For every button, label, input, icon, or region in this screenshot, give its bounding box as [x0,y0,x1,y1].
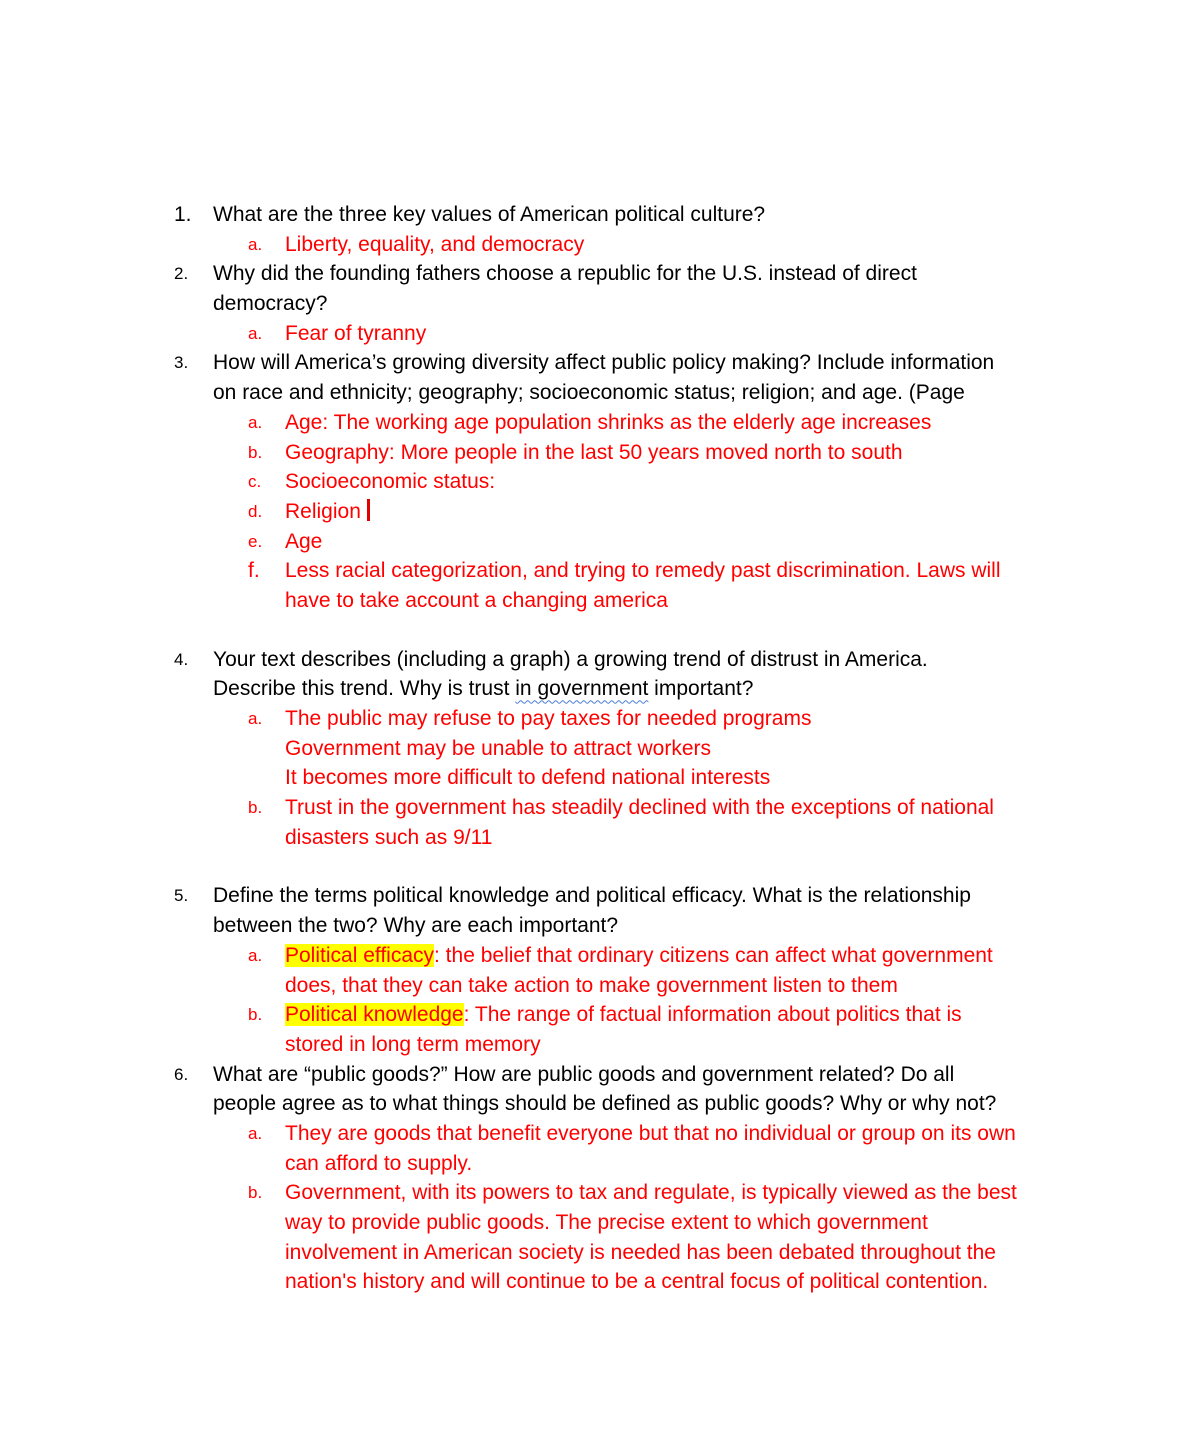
answer-3e [0,527,1200,557]
question-text: democracy? [213,292,328,316]
answer-4b [0,793,1200,823]
question-text: What are “public goods?” How are public goods and government related? Do all [213,1062,955,1086]
question-text: How will America’s growing diversity affect public policy making? Include information [213,351,995,375]
text-cursor [367,499,370,521]
list-letter: a. [248,323,263,343]
answer-3c [0,467,1200,497]
list-letter: c. [248,472,262,492]
answer-text: stored in long term memory [285,1032,541,1056]
answer-text: It becomes more difficult to defend national interests [285,766,771,790]
answer-6a-cont [0,1149,1200,1179]
question-4 [0,645,1200,675]
answer-5a [0,941,1200,971]
answer-5b [0,1000,1200,1030]
answer-text: Geography: More people in the last 50 years moved north to south [285,440,903,464]
blank-line [0,852,1200,881]
question-5 [0,881,1200,911]
answer-text: Age: The working age population shrinks as the elderly age increases [285,410,932,434]
question-2-cont [0,289,1200,319]
answer-3d [0,497,1200,527]
question-text: Describe this trend. Why is trust [213,677,516,701]
answer-text: Less racial categorization, and trying to remedy past discrimination. Laws will [285,559,1001,583]
list-number: 6. [174,1064,189,1084]
answer-text: does, that they can take action to make government listen to them [285,973,898,997]
list-letter: b. [248,798,263,818]
spellcheck-flagged-text[interactable]: in government [515,677,649,701]
answer-5a-cont [0,971,1200,1001]
answer-text: : The range of factual information about politics that is [463,1003,962,1027]
question-4-cont [0,674,1200,704]
answer-text: Liberty, equality, and democracy [285,232,585,256]
answer-text: Trust in the government has steadily declined with the exceptions of national [285,796,994,820]
answer-4a [0,704,1200,734]
question-text: people agree as to what things should be defined as public goods? Why or why not? [213,1092,997,1116]
question-text: Define the terms political knowledge and political efficacy. What is the relationship [213,884,971,908]
answer-1a [0,230,1200,260]
answer-6b-cont [0,1267,1200,1297]
question-6-cont [0,1089,1200,1119]
answer-6b [0,1178,1200,1208]
answer-text: nation's history and will continue to be a central focus of political contention. [285,1270,989,1294]
answer-4a-cont [0,763,1200,793]
list-letter: a. [248,234,263,254]
question-5-cont [0,911,1200,941]
list-number: 1. [174,203,192,226]
answer-6b-cont [0,1208,1200,1238]
question-2 [0,259,1200,289]
blank-line [0,616,1200,645]
answer-3f-cont [0,586,1200,616]
answer-text: way to provide public goods. The precise extent to which government [285,1211,928,1234]
answer-text: Age [285,529,323,553]
question-text: on race and ethnicity; geography; socioeconomic status; religion; and age. (Page [213,381,965,405]
question-text: between the two? Why are each important? [213,914,619,938]
answer-text: Religion [285,499,361,523]
question-1 [0,200,1200,230]
highlighted-term: Political knowledge [285,1003,464,1027]
answer-text-line [285,941,993,971]
answer-text: They are goods that benefit everyone but that no individual or group on its own [285,1121,1016,1145]
question-text: Your text describes (including a graph) a growing trend of distrust in America. [213,647,928,671]
list-letter: d. [248,501,263,521]
answer-text: Government, with its powers to tax and regulate, is typically viewed as the best [285,1181,1017,1205]
answer-text: have to take account a changing america [285,588,668,612]
answer-text: The public may refuse to pay taxes for needed programs [285,707,812,730]
answer-6a [0,1119,1200,1149]
answer-text: Socioeconomic status: [285,470,496,494]
answer-4a-cont [0,734,1200,764]
list-letter: a. [248,709,263,728]
question-text: Why did the founding fathers choose a republic for the U.S. instead of direct [213,262,917,286]
answer-text: Fear of tyranny [285,321,427,345]
list-number: 2. [174,264,189,284]
answer-text: involvement in American society is needed has been debated throughout the [285,1240,996,1264]
question-text-line [213,674,753,704]
answer-text: Government may be unable to attract workers [285,736,712,760]
list-number: 4. [174,649,189,669]
list-letter: e. [248,531,263,551]
question-3-cont [0,378,1200,408]
answer-text-line [285,1000,962,1030]
list-letter: a. [248,412,263,432]
question-3 [0,348,1200,378]
question-text: important? [648,677,754,701]
answer-6b-cont [0,1238,1200,1268]
answer-5b-cont [0,1030,1200,1060]
question-6 [0,1060,1200,1090]
list-letter: f. [248,559,260,583]
answer-text-with-cursor[interactable] [285,497,370,527]
list-number: 5. [174,886,189,906]
answer-3f [0,556,1200,586]
answer-text: : the belief that ordinary citizens can affect what government [434,943,993,967]
answer-2a [0,319,1200,349]
list-letter: a. [248,945,263,965]
list-letter: b. [248,442,263,462]
answer-4b-cont [0,823,1200,853]
answer-3b [0,438,1200,468]
list-letter: b. [248,1005,263,1025]
list-number: 3. [174,353,189,373]
answer-text: can afford to supply. [285,1151,473,1175]
answer-3a [0,408,1200,438]
document-page [0,200,1200,1297]
list-letter: b. [248,1183,263,1203]
highlighted-term: Political efficacy [285,943,435,967]
question-text: What are the three key values of American political culture? [213,203,766,226]
list-letter: a. [248,1123,263,1143]
answer-text: disasters such as 9/11 [285,825,493,849]
